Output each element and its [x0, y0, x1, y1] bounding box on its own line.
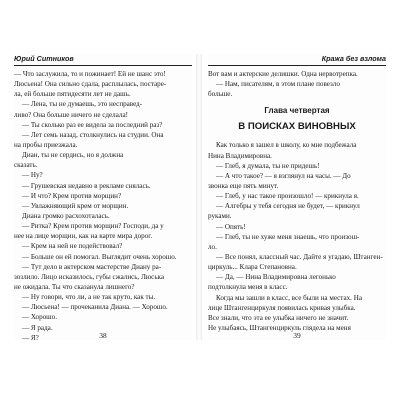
text-line: — Да, — Нина Владимировна легонько — [216, 273, 336, 282]
text-line: — Глеб, ты не хуже меня знаешь, что произош- — [216, 232, 360, 241]
text-line: Не улыбаясь, Штангенциркуль глядела на меня — [208, 323, 351, 332]
text-line: Когда мы зашли в класс, все были на местах. На — [216, 293, 362, 302]
text-line: — Хорошо. — [22, 313, 57, 322]
chapter-number: Глава четвертая — [264, 106, 330, 116]
text-line: ла, ей больше пятидесяти лет не дашь. — [14, 90, 131, 99]
text-line: — Что заслужила, то и пожинает! Ей не шанс это! — [14, 70, 166, 78]
right-page — [208, 54, 386, 340]
text-line: — Глеб, я думала, ты не придешь! — [216, 161, 320, 170]
text-line: — Больше он ей помогал. Выглядит очень хорошо. — [22, 252, 177, 261]
text-line: — Тут дело в актерском мастерстве Диану ра- — [22, 262, 162, 271]
text-line: Все знали, что эта ее улыбка ничего не значит. — [208, 313, 349, 322]
text-line: — Нам, писателям, в этом плане повезло — [216, 80, 340, 89]
text-line: — Ну? — [22, 171, 43, 180]
text-line: — А что такое? — я взглянул на часы. — До — [216, 171, 351, 180]
text-line: — Я рада. — [22, 323, 53, 332]
text-line: — Глеб, у нас такое произошло! — крикнула я. — [216, 192, 359, 201]
text-line: — Крем на ней не подействовал? — [22, 242, 123, 251]
left-page — [14, 54, 192, 340]
text-line: — Увлажняющий крем от морщин. — [22, 201, 129, 210]
text-line: — Ты сколько раз ее видела за последний раз? — [22, 120, 163, 129]
text-line: — Опять! — [216, 222, 246, 231]
text-line: Диана громко расхохоталась. — [22, 211, 110, 220]
right-running-head: Кража без взлома — [321, 54, 386, 63]
text-line: Как только я зашел в школу, ко мне подбежала — [216, 141, 357, 150]
text-line: больше. — [208, 90, 233, 99]
text-line: лице Штангенциркуля появилась кривая улыбка. — [208, 303, 356, 312]
text-line: Нина Владимировна. — [208, 151, 272, 160]
right-page-number: 39 — [293, 331, 301, 340]
text-line: — Я? — [22, 333, 39, 342]
text-line: руками. — [208, 212, 232, 221]
text-line: — Все понял, классный час. Дайте я угадаю, Штанген- — [216, 252, 383, 261]
book-gutter — [196, 54, 202, 340]
text-line: — Алгебры у тебя сегодня не будет, — крикнул — [216, 202, 360, 211]
text-line: — Лена, ты не думаешь, это несправед- — [22, 100, 143, 109]
left-page-number: 38 — [99, 331, 107, 340]
text-line: сказать. — [14, 161, 38, 170]
text-line: — Люсьена! — прочеканила Диана. — Хорошо. — [22, 303, 168, 312]
text-line: циркуль... Клара Степановна. — [208, 263, 297, 272]
text-line: Вот вам и актерские делишки. Одна нервотрепка. — [208, 70, 358, 78]
right-header-rule — [208, 65, 386, 66]
text-line: не ожидала. Ты что сказанула лишнего? — [14, 282, 135, 291]
text-line: нее на лице морщин, как на карте мира дорог. — [14, 232, 153, 241]
text-line: — Лет семь назад, столкнулись на студии. Она — [22, 130, 164, 139]
text-line: звонка еще пять минут. — [208, 181, 279, 190]
text-line: зозлило. Лицо исказилось, губы сжались, Люська — [14, 272, 165, 281]
text-line: Люсьена! Она сильно сдала, расплылась, постаре- — [14, 80, 167, 89]
left-header-rule — [14, 65, 192, 66]
text-line: Диан, ты не сердись, но я должна — [22, 151, 124, 160]
text-line: ливо? Она больше ничего не сделала! — [14, 110, 128, 119]
text-line: — И что? Крем против морщин? — [22, 191, 122, 200]
right-body-text — [208, 69, 386, 333]
text-line: на пробы приезжала. — [14, 140, 78, 149]
text-line: подтолкнула меня в класс. — [208, 283, 288, 292]
text-line: — Ну говори, что ли, а не так круто, как ты. — [22, 293, 156, 302]
left-running-head: Юрий Ситников — [14, 54, 74, 63]
text-line: ло. — [208, 242, 217, 251]
text-line: — Грушевская недавно в рекламе снялась. — [22, 181, 151, 190]
chapter-title: В ПОИСКАХ ВИНОВНЫХ — [238, 121, 356, 133]
text-line: — Ритка? Крем против морщин? Господи, да у — [22, 222, 164, 231]
left-body-text — [14, 69, 192, 343]
